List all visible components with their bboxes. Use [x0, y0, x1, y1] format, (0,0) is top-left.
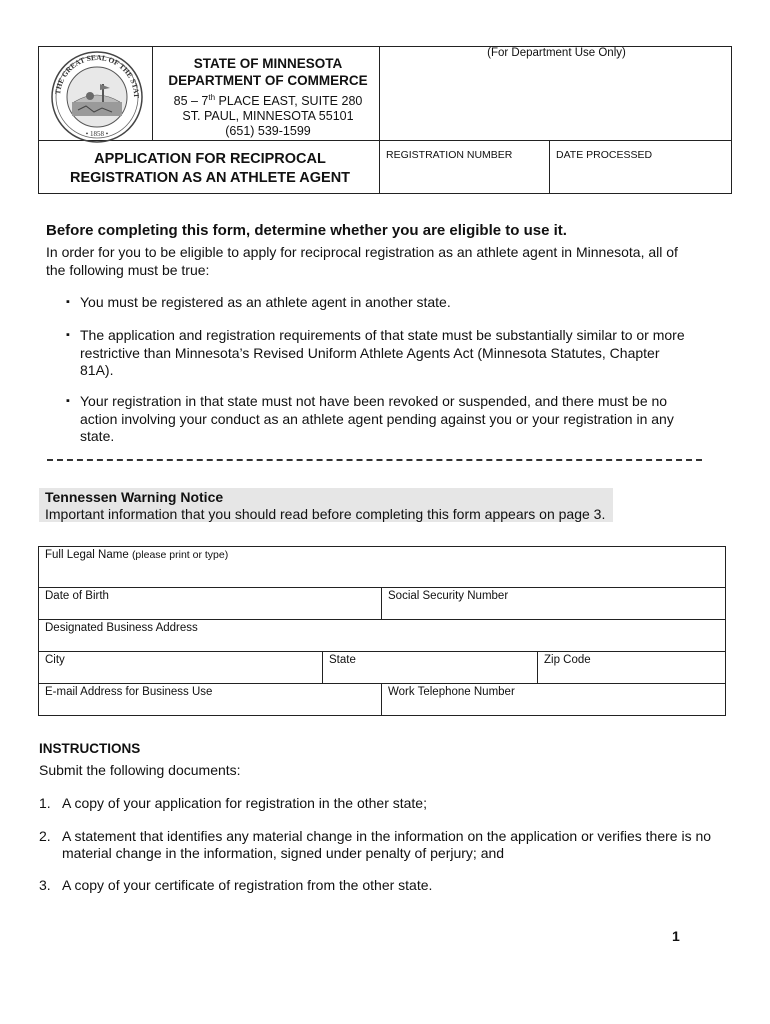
dashed-divider — [47, 459, 702, 461]
agency-line-1: STATE OF MINNESOTA — [193, 56, 343, 71]
social-security-number-field[interactable]: Social Security Number — [388, 590, 509, 602]
eligibility-bullet: ▪ You must be registered as an athlete agent in another state. — [66, 294, 451, 310]
instruction-item: 2. A statement that identifies any material change in the information on the application or verifies there is no material change in the information, signed under penalty of perjury; and — [39, 828, 712, 861]
instructions-subtitle: Submit the following documents: — [39, 762, 241, 778]
warning-notice-body: Important information that you should read before completing this form appears on page 3. — [45, 506, 606, 522]
svg-text:THE GREAT SEAL OF THE STATE OF: THE GREAT SEAL OF THE STAT — [53, 52, 142, 99]
instruction-item: 3. A copy of your certificate of registration from the other state. — [39, 877, 433, 893]
form-title: APPLICATION FOR RECIPROCAL REGISTRATION AS AN ATHLETE AGENT — [69, 151, 351, 186]
page-number: 1 — [672, 928, 680, 944]
eligibility-heading: Before completing this form, determine whether you are eligible to use it. — [46, 222, 567, 239]
agency-line-2: DEPARTMENT OF COMMERCE — [168, 73, 368, 88]
agency-address-line-1: 85 – 7th PLACE EAST, SUITE 280 — [173, 93, 363, 109]
eligibility-bullet: ▪ Your registration in that state must not have been revoked or suspended, and there must be no action involving your conduct as an athlete agent pending against you or your registration in any state. — [66, 393, 674, 444]
registration-number-label: REGISTRATION NUMBER — [386, 149, 513, 161]
agency-block — [152, 56, 384, 139]
email-address-field[interactable]: E-mail Address for Business Use — [45, 686, 213, 698]
full-name-field[interactable] — [45, 549, 228, 561]
eligibility-intro: In order for you to be eligible to apply for reciprocal registration as an athlete agent in Minnesota, all of the following must be true: — [46, 244, 678, 278]
date-processed-label: DATE PROCESSED — [556, 149, 653, 161]
instructions-title: INSTRUCTIONS — [39, 741, 141, 756]
zip-code-field[interactable]: Zip Code — [544, 654, 591, 666]
business-address-field[interactable]: Designated Business Address — [45, 622, 198, 634]
date-of-birth-field[interactable]: Date of Birth — [45, 590, 109, 602]
agency-address-line-2: ST. PAUL, MINNESOTA 55101 — [182, 109, 354, 124]
full-name-hint: (please print or type) — [131, 549, 229, 561]
agency-phone: (651) 539-1599 — [225, 124, 311, 139]
svg-text:• 1858 •: • 1858 • — [85, 130, 109, 138]
state-field[interactable]: State — [329, 654, 356, 666]
state-seal-image — [50, 50, 144, 144]
work-telephone-field[interactable]: Work Telephone Number — [388, 686, 515, 698]
city-field[interactable]: City — [45, 654, 65, 666]
warning-notice-title: Tennessen Warning Notice — [45, 489, 224, 505]
instruction-item: 1. A copy of your application for registration in the other state; — [39, 795, 427, 811]
eligibility-bullet: ▪ The application and registration requirements of that state must be substantially similar to or more restrictive than Minnesota’s Revised Uniform Athlete Agents Act (Minnesota Statutes, Chapter 81A). — [66, 327, 685, 378]
full-name-label: Full Legal Name — [45, 549, 129, 561]
department-use-label: (For Department Use Only) — [487, 47, 626, 59]
